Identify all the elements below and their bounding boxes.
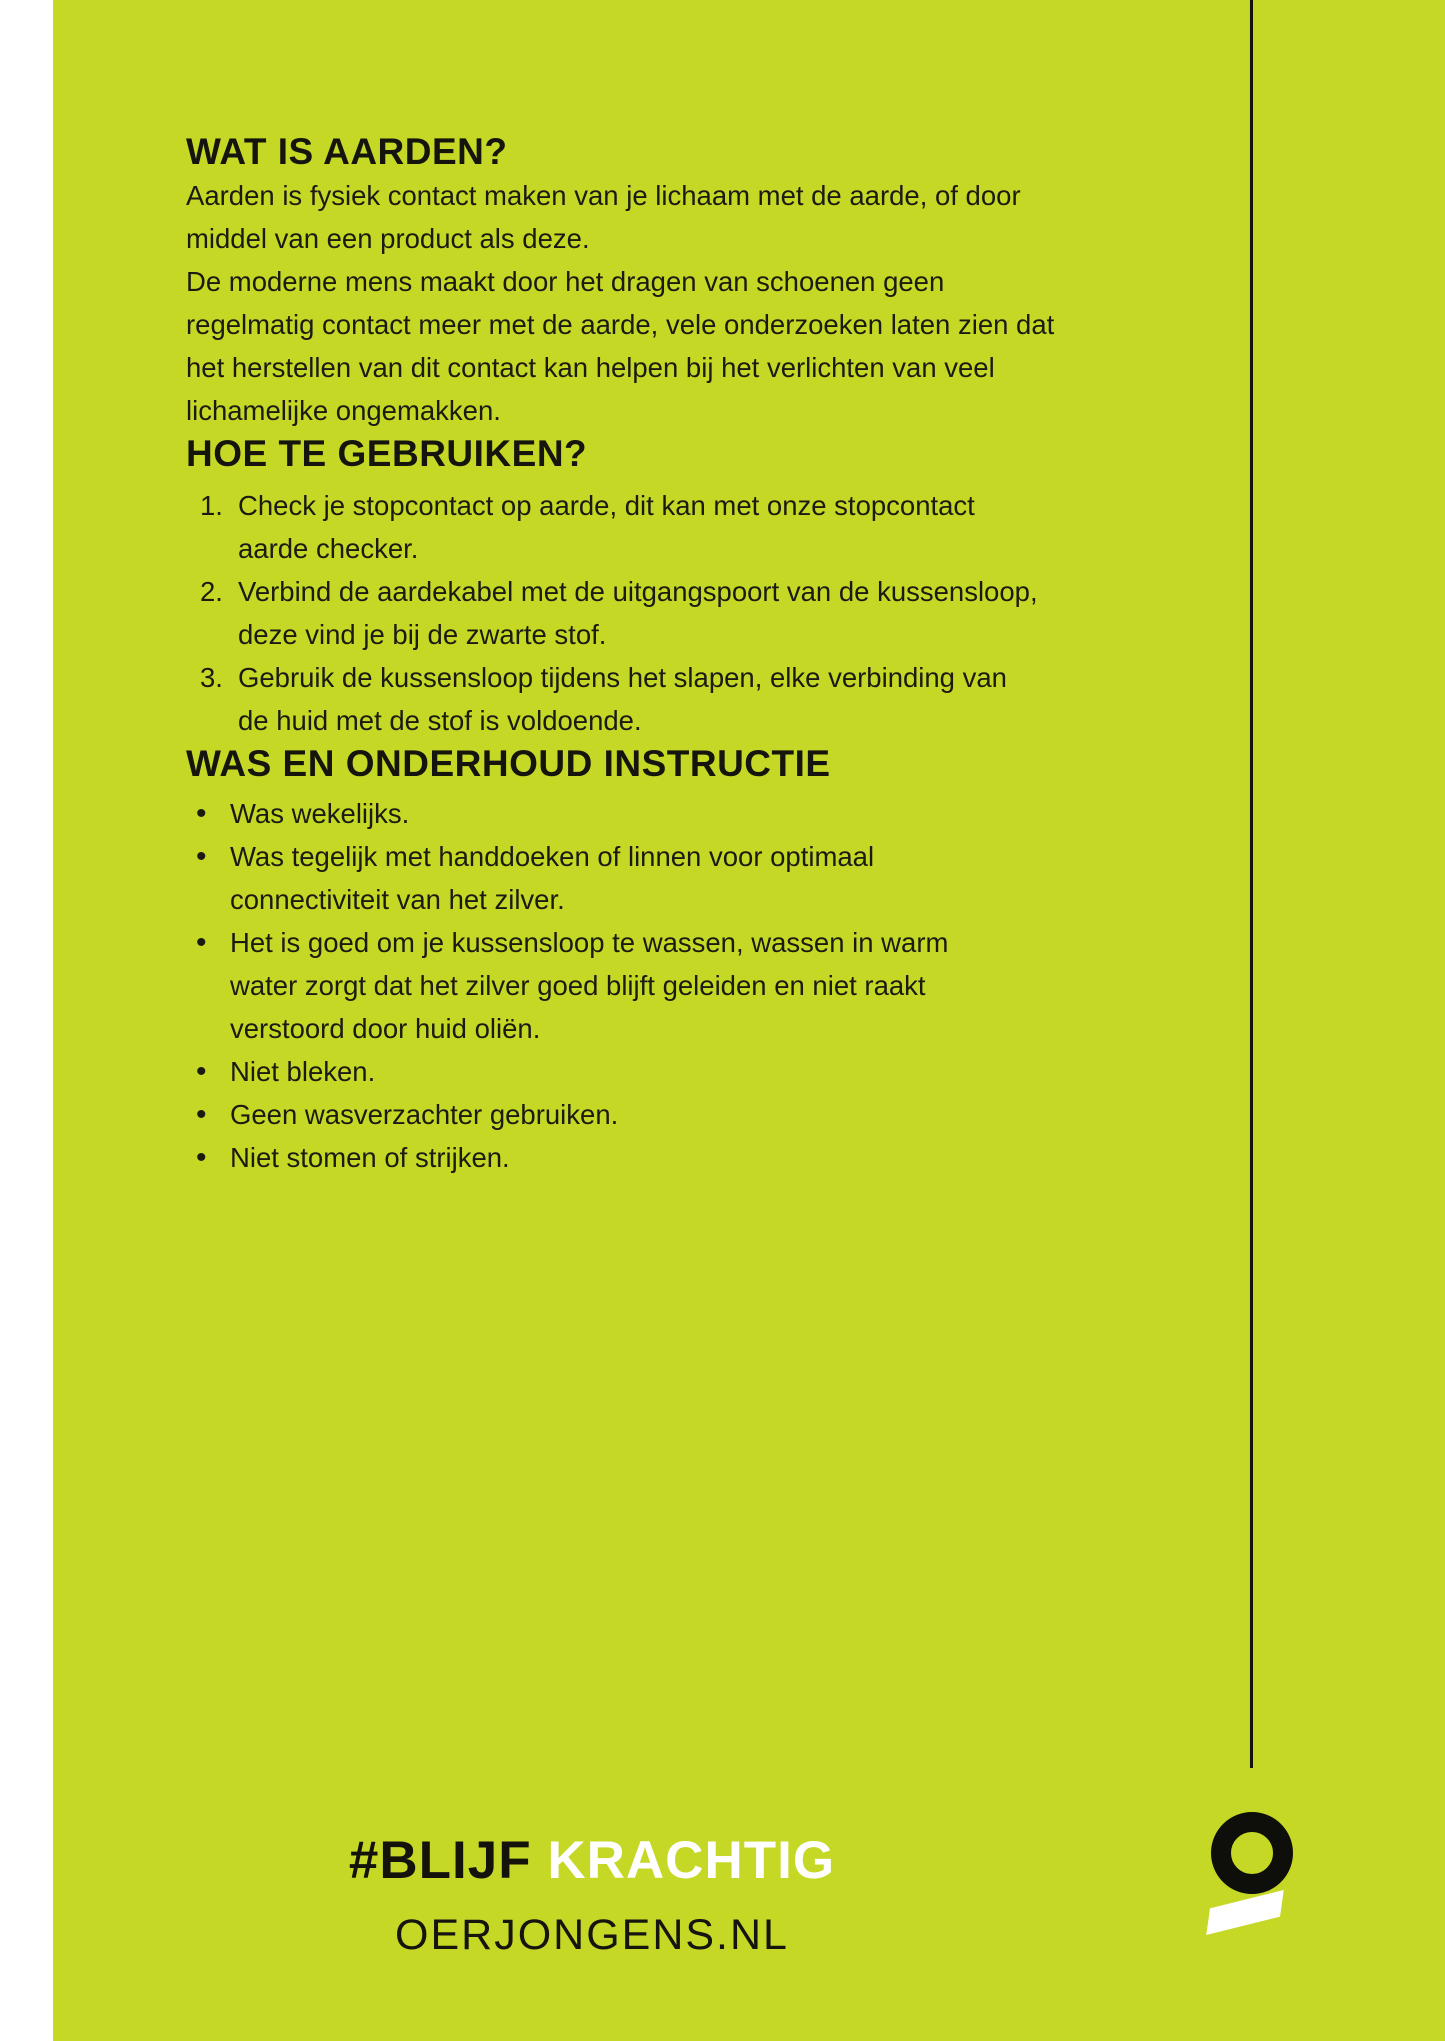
bullet-icon xyxy=(196,792,230,835)
list-item-number: 3. xyxy=(200,662,223,693)
wash-instructions-list xyxy=(186,792,1070,1179)
bullet-icon xyxy=(196,1093,230,1136)
list-item xyxy=(200,570,1070,656)
bullet-icon xyxy=(196,1136,230,1179)
list-item xyxy=(196,1050,1070,1093)
oerjongens-logo-icon xyxy=(1205,1810,1300,1940)
section-heading-hoe-te-gebruiken: HOE TE GEBRUIKEN? xyxy=(186,433,588,474)
bullet-icon xyxy=(196,835,230,878)
list-item-number: 1. xyxy=(200,490,223,521)
instruction-content xyxy=(186,130,1070,1179)
list-item xyxy=(200,484,1070,570)
list-item xyxy=(196,1136,1070,1179)
list-item xyxy=(200,656,1070,742)
numbered-instructions-list xyxy=(186,484,1070,742)
paragraph-aarden-intro: Aarden is fysiek contact maken van je lichaam met de aarde, of door middel van een product als deze. xyxy=(186,180,1021,254)
list-item-text: Geen wasverzachter gebruiken. xyxy=(230,1099,619,1130)
list-item-text: Check je stopcontact op aarde, dit kan met onze stopcontact aarde checker. xyxy=(238,490,975,564)
list-item-text: Was tegelijk met handdoeken of linnen voor optimaal connectiviteit van het zilver. xyxy=(230,841,875,915)
footer xyxy=(53,1831,1131,1959)
list-item-text: Verbind de aardekabel met de uitgangspoort van de kussensloop, deze vind je bij de zwarte stof. xyxy=(238,576,1038,650)
website-url: OERJONGENS.NL xyxy=(395,1911,789,1959)
list-item xyxy=(196,921,1070,1050)
list-item-text: Gebruik de kussensloop tijdens het slapen, elke verbinding van de huid met de stof is voldoende. xyxy=(238,662,1007,736)
list-item-text: Het is goed om je kussensloop te wassen, wassen in warm water zorgt dat het zilver goed blijft geleiden en niet raakt verstoord door huid oliën. xyxy=(230,927,949,1044)
logo-slash-icon xyxy=(1206,1890,1283,1935)
bullet-icon xyxy=(196,1050,230,1093)
vertical-divider-line xyxy=(1250,0,1253,1768)
logo-ring-icon xyxy=(1211,1812,1293,1894)
tagline xyxy=(53,1831,1131,1890)
list-item-text: Niet stomen of strijken. xyxy=(230,1142,510,1173)
list-item-text: Was wekelijks. xyxy=(230,798,410,829)
tagline-blijf: #BLIJF xyxy=(348,1831,532,1890)
list-item xyxy=(196,1093,1070,1136)
list-item-number: 2. xyxy=(200,576,223,607)
paragraph-moderne-mens: De moderne mens maakt door het dragen van schoenen geen regelmatig contact meer met de aarde, vele onderzoeken laten zien dat het herstellen van dit contact kan helpen bij het verlichten van veel lichamelijke ongemakken. xyxy=(186,266,1055,426)
list-item-text: Niet bleken. xyxy=(230,1056,376,1087)
tagline-krachtig: KRACHTIG xyxy=(547,1831,836,1890)
section-heading-wat-is-aarden: WAT IS AARDEN? xyxy=(186,131,508,172)
left-page-edge xyxy=(0,0,53,2041)
section-heading-was-en-onderhoud: WAS EN ONDERHOUD INSTRUCTIE xyxy=(186,743,831,784)
list-item xyxy=(196,792,1070,835)
bullet-icon xyxy=(196,921,230,964)
list-item xyxy=(196,835,1070,921)
